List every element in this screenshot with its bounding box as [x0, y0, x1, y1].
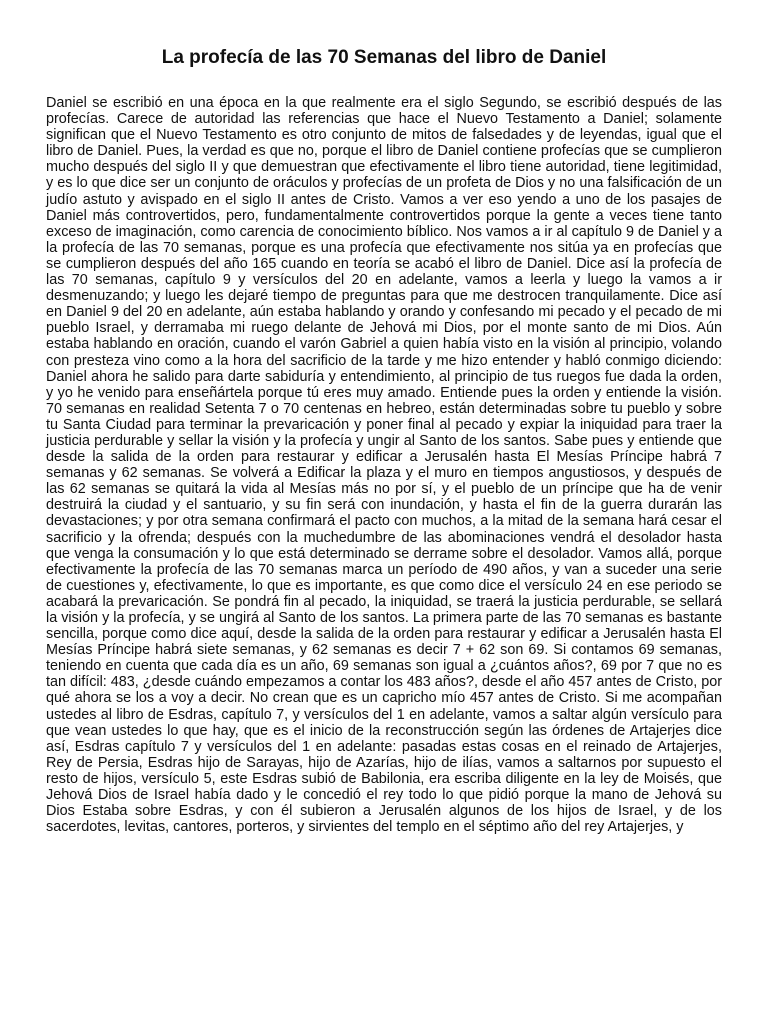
document-body: Daniel se escribió en una época en la que realmente era el siglo Segundo, se escribió después de las profecías. Carece de autoridad las referencias que hace el Nuevo Testamento a Daniel; solamente significan que el Nuevo Testamento es otro conjunto de mitos de falsedades y de leyendas, igual que el libro de Daniel. Pues, la verdad es que no, porque el libro de Daniel contiene profecías que se cumplieron mucho después del siglo II y que demuestran que efectivamente el libro tiene autoridad, tiene legitimidad, y es lo que dice ser un conjunto de oráculos y profecías de un profeta de Dios y no una falsificación de un judío astuto y avispado en el siglo II antes de Cristo. Vamos a ver eso yendo a uno de los pasajes de Daniel más controvertidos, pero, fundamentalmente controvertidos porque la gente a veces tiene tanto exceso de imaginación, como carencia de conocimiento bíblico. Nos vamos a ir al capítulo 9 de Daniel y a la profecía de las 70 semanas, porque es una profecía que efectivamente nos sitúa ya en profecías que se cumplieron después del año 165 cuando en teoría se acabó el libro de Daniel. Dice así la profecía de las 70 semanas, capítulo 9 y versículos del 20 en adelante, vamos a leerla y luego la vamos a ir desmenuzando; y luego les dejaré tiempo de preguntas para que me destrocen tranquilamente. Dice así en Daniel 9 del 20 en adelante, aún estaba hablando y orando y confesando mi pecado y el pecado de mi pueblo Israel, y derramaba mi ruego delante de Jehová mi Dios, por el monte santo de mi Dios. Aún estaba hablando en oración, cuando el varón Gabriel a quien había visto en la visión al principio, volando con presteza vino como a la hora del sacrificio de la tarde y me hizo entender y habló conmigo diciendo: Daniel ahora he salido para darte sabiduría y entendimiento, al principio de tus ruegos fue dada la orden, y yo he venido para enseñártela porque tú eres muy amado. Entiende pues la orden y entiende la visión. 70 semanas en realidad Setenta 7 o 70 centenas en hebreo, están determinadas sobre tu pueblo y sobre tu Santa Ciudad para terminar la prevaricación y poner final al pecado y expiar la iniquidad para traer la justicia perdurable y sellar la visión y la profecía y ungir al Santo de los santos. Sabe pues y entiende que desde la salida de la orden para restaurar y edificar a Jerusalén hasta El Mesías Príncipe habrá 7 semanas y 62 semanas. Se volverá a Edificar la plaza y el muro en tiempos angustiosos, y después de las 62 semanas se quitará la vida al Mesías más no por sí, y el pueblo de un príncipe que ha de venir destruirá la ciudad y el santuario, y su fin será con inundación, y hasta el fin de la guerra durarán las devastaciones; y por otra semana confirmará el pacto con muchos, a la mitad de la semana hará cesar el sacrificio y la ofrenda; después con la muchedumbre de las abominaciones vendrá el desolador hasta que venga la consumación y lo que está determinado se derrame sobre el desolador. Vamos allá, porque efectivamente la profecía de las 70 semanas marca un período de 490 años, y van a suceder una serie de cuestiones y, efectivamente, lo que es importante, es que como dice el versículo 24 en ese periodo se acabará la prevaricación. Se pondrá fin al pecado, la iniquidad, se traerá la justicia perdurable, se sellará la visión y la profecía, y se ungirá al Santo de los santos. La primera parte de las 70 semanas es bastante sencilla, porque como dice aquí, desde la salida de la orden para restaurar y edificar a Jerusalén hasta El Mesías Príncipe habrá siete semanas, y 62 semanas es decir 7 + 62 son 69. Si contamos 69 semanas, teniendo en cuenta que cada día es un año, 69 semanas son igual a ¿cuántos años?, 69 por 7 que no es tan difícil: 483, ¿desde cuándo empezamos a contar los 483 años?, desde el año 457 antes de Cristo, por qué ahora se los a voy a decir. No crean que es un capricho mío 457 antes de Cristo. Si me acompañan ustedes al libro de Esdras, capítulo 7, y versículos del 1 en adelante, vamos a saltar algún versículo para que vean ustedes lo que hay, que es el inicio de la reconstrucción según las órdenes de Artajerjes dice así, Esdras capítulo 7 y versículos del 1 en adelante: pasadas estas cosas en el reinado de Artajerjes, Rey de Persia, Esdras hijo de Sarayas, hijo de Azarías, hijo de ilías, vamos a saltarnos por supuesto el resto de hijos, versículo 5, este Esdras subió de Babilonia, era escriba diligente en la ley de Moisés, que Jehová Dios de Israel había dado y le concedió el rey todo lo que pidió porque la mano de Jehová su Dios Estaba sobre Esdras, y con él subieron a Jerusalén algunos de los hijos de Israel, y de los sacerdotes, levitas, cantores, porteros, y sirvientes del templo en el séptimo año del rey Artajerjes, y: [46, 95, 722, 836]
document-title: La profecía de las 70 Semanas del libro de Daniel: [161, 47, 607, 68]
